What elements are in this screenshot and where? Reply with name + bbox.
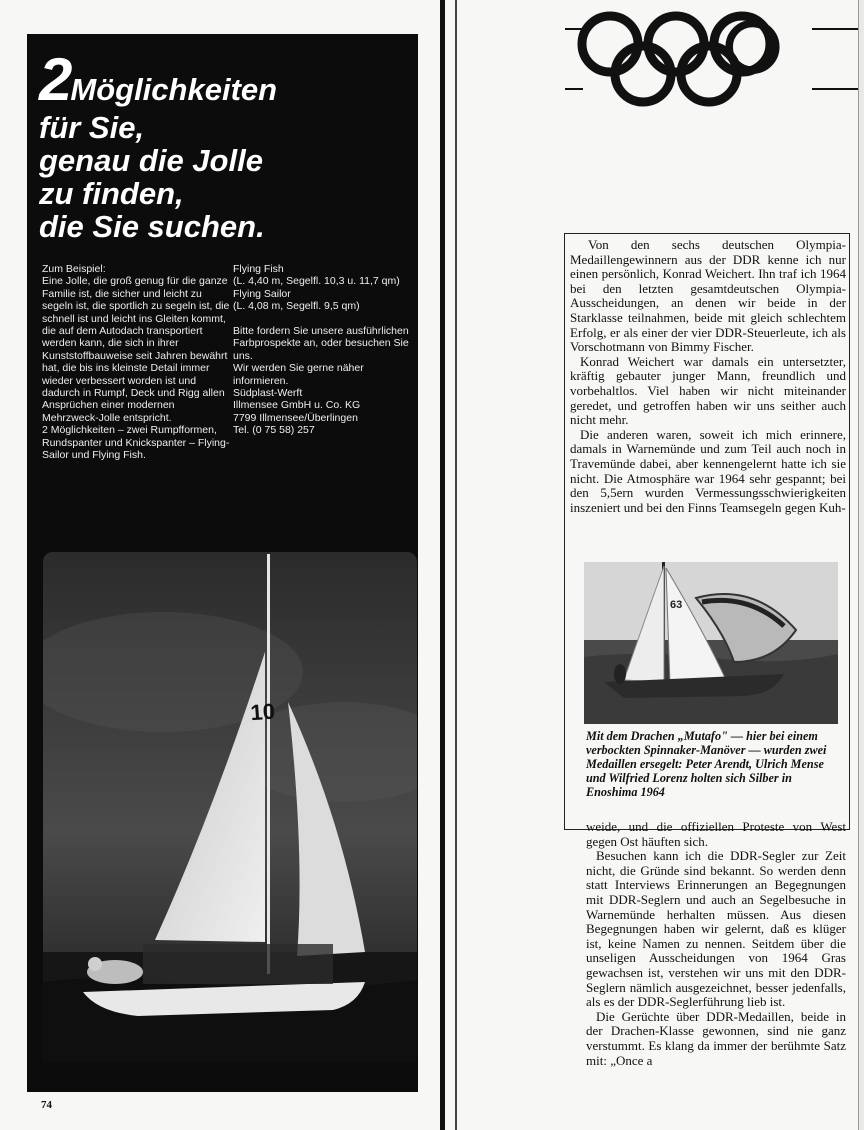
headline-line-1: Möglichkeiten — [70, 72, 278, 107]
dragon-boat-photo — [584, 562, 838, 724]
ad-body-right: Flying Fish (L. 4,40 m, Segelfl. 10,3 u. 11,7 qm) Flying Sailor (L. 4,08 m, Segelfl. 9,5 qm) Bitte fordern Sie unsere ausführlichen Farbprospekte an, oder besuchen Sie uns. Wir werden Sie gerne näher informieren. Südplast-Werft Illmensee GmbH u. Co. KG 7799 Illmensee/Überlingen Tel. (0 75 58) 257 — [233, 263, 409, 437]
ornament-rule — [812, 88, 858, 90]
article-column-top — [570, 238, 846, 515]
article-paragraph: weide, und die offiziellen Proteste von West gegen Ost häuften sich. — [586, 819, 846, 849]
page-number: 74 — [41, 1099, 52, 1111]
ad-body-left: Zum Beispiel: Eine Jolle, die groß genug für die ganze Familie ist, die sicher und leicht zu segeln ist, die sportlich zu segeln ist, die schnell ist und leicht ins Gleiten kommt, die auf dem Autodach transportiert werden kann, die sich in ihrer Kunststoffbauweise seit Jahren bewährt hat, die bis ins kleinste Detail immer wieder verbessert worden ist und dadurch in Rumpf, Deck und Rigg allen Ansprüchen einer modernen Mehrzweck-Jolle entspricht. 2 Möglichkeiten – zwei Rumpfformen, Rundspanter und Knickspanter – Flying-Sailor und Flying Fish. — [42, 263, 230, 462]
page-gutter-shadow — [455, 0, 457, 1130]
sail-number: 10 — [249, 698, 276, 726]
headline-line-2: für Sie, — [39, 110, 145, 145]
page-gutter — [440, 0, 445, 1130]
ornament-rule — [565, 88, 583, 90]
ornament-rule — [812, 28, 858, 30]
headline-number: 2 — [39, 46, 71, 113]
ornament-rule — [565, 28, 583, 30]
sailboat-illustration — [43, 552, 417, 1062]
photo-sail-number: 63 — [670, 599, 683, 611]
article-column-bottom — [586, 820, 846, 1068]
article-paragraph: Die Gerüchte über DDR-Medaillen, beide in der Drachen-Klasse gewonnen, sind nie ganz verstummt. Es klang da immer der berühmte Satz mit: „Once a — [586, 1008, 846, 1068]
article-paragraph: Konrad Weichert war damals ein untersetzter, kräftig gebauter junger Mann, freundlich und vorbehaltlos. Viel haben wir nicht miteinander geredet, und getroffen haben wir uns seither auch nicht mehr. — [570, 353, 846, 428]
headline-line-3: genau die Jolle — [39, 143, 263, 178]
article-paragraph: Besuchen kann ich die DDR-Segler zur Zeit nicht, die Gründe sind bekannt. So werden denn statt Interviews Erinnerungen an Begegnungen mit DDR-Seglern und auch an Segelbesuche in Warnemünde herhalten müssen. Aus diesen Begegnungen haben wir gelernt, daß es klüger ist, keine Namen zu nennen. Seitdem über die unseligen Ausscheidungen von 1964 Gras gewachsen ist, verstehen wir uns mit den DDR-Seglern nämlich ausgezeichnet, besser jedenfalls, als es der DDR-Seglerführung lieb ist. — [586, 848, 846, 1010]
photo-caption: Mit dem Drachen „Mutafo" — hier bei einem verbockten Spinnaker-Manöver — wurden zwei Medaillen ersegelt: Peter Arendt, Ulrich Mense und Wilfried Lorenz holten sich Silber in Enoshima 1964 — [586, 729, 827, 799]
headline-line-4: zu finden, — [39, 176, 184, 211]
article-paragraph: Von den sechs deutschen Olympia-Medaillengewinnern aus der DDR kenne ich nur einen persönlich, Konrad Weichert. Ihn traf ich 1964 bei den letzten gesamtdeutschen Olympia-Ausscheidungen, an denen wir beide in der Starklasse teilnahmen, beide mit gleich schlechtem Erfolg, er als einer der vier DDR-Steuerleute, ich als Vorschotmann von Bimmy Fischer. — [570, 237, 846, 355]
dragon-boat-illustration — [584, 562, 838, 724]
headline-line-5: die Sie suchen. — [39, 209, 265, 244]
page-edge — [858, 0, 864, 1130]
sailboat-photo — [43, 552, 417, 1062]
olympic-rings-right-icon — [636, 6, 854, 116]
article-paragraph: Die anderen waren, soweit ich mich erinnere, damals in Warnemünde und zum Teil auch noch in Travemünde dabei, aber kennengelernt hatte ich sie nicht. Die Atmosphäre war 1964 sehr gespannt; bei den 5,5ern wurden Vermessungsschwierigkeiten inszeniert und bei den Finns Teamsegeln gegen Kuh- — [570, 426, 846, 515]
ad-headline — [39, 46, 409, 244]
advertisement — [27, 34, 418, 1092]
